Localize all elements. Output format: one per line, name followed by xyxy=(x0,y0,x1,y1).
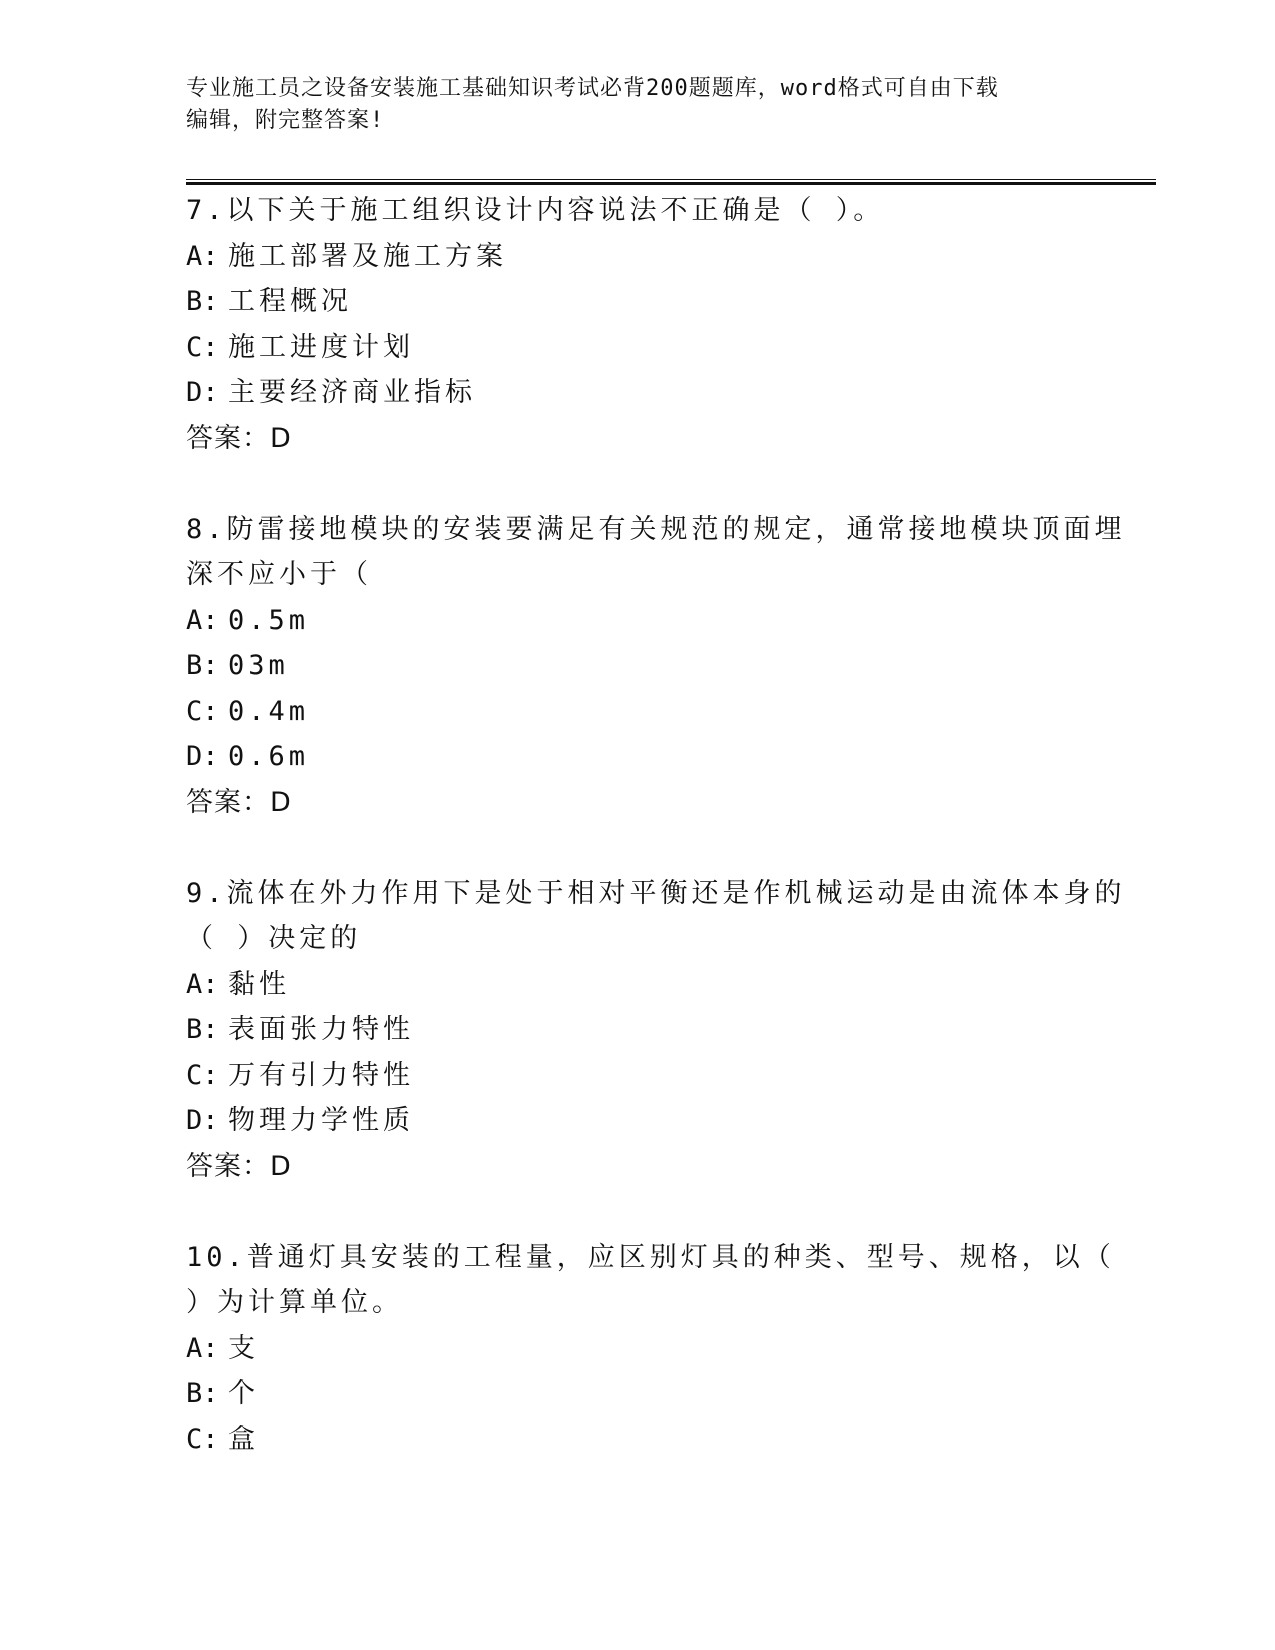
option-d xyxy=(186,1098,1086,1144)
option-key: D: xyxy=(186,377,219,408)
option-b xyxy=(186,643,1086,689)
option-b xyxy=(186,279,1086,325)
option-a xyxy=(186,234,1086,280)
option-key: C: xyxy=(186,331,219,363)
option-a xyxy=(186,962,1086,1008)
spacer xyxy=(186,1189,1086,1235)
option-text: 万有引力特性 xyxy=(228,1059,414,1091)
option-b xyxy=(186,1371,1086,1417)
option-text: 0.5m xyxy=(228,604,310,636)
header-divider-thick xyxy=(186,182,1156,185)
option-text: 支 xyxy=(228,1332,259,1364)
option-b xyxy=(186,1007,1086,1053)
option-key: A: xyxy=(186,240,219,272)
answer-line: 答案：D xyxy=(186,1150,292,1182)
option-text: 黏性 xyxy=(228,968,290,1000)
option-text: 0.4m xyxy=(228,695,310,727)
option-key: A: xyxy=(186,604,219,636)
option-text: 物理力学性质 xyxy=(228,1105,414,1136)
option-text: 0.6m xyxy=(228,741,310,772)
option-key: C: xyxy=(186,1423,219,1455)
option-text: 工程概况 xyxy=(228,286,352,317)
option-d xyxy=(186,370,1086,416)
question-stem-continued: （ ）决定的 xyxy=(186,923,362,954)
header-title-line-1: 专业施工员之设备安装施工基础知识考试必背200题题库，word格式可自由下载 xyxy=(186,76,999,101)
option-text: 03m xyxy=(228,650,289,681)
option-c xyxy=(186,1053,1086,1099)
document-header xyxy=(186,73,1086,137)
option-text: 个 xyxy=(228,1378,259,1409)
option-key: B: xyxy=(186,1014,219,1045)
question-item xyxy=(186,188,1086,461)
option-key: C: xyxy=(186,1059,219,1091)
answer-line: 答案：D xyxy=(186,422,292,454)
option-key: D: xyxy=(186,741,219,772)
option-c xyxy=(186,325,1086,371)
spacer xyxy=(186,461,1086,507)
question-stem: 10.普通灯具安装的工程量，应区别灯具的种类、型号、规格，以（ xyxy=(186,1241,1115,1273)
option-c xyxy=(186,1417,1086,1463)
option-key: D: xyxy=(186,1105,219,1136)
answer-line: 答案：D xyxy=(186,786,292,818)
option-text: 施工进度计划 xyxy=(228,331,414,363)
option-key: B: xyxy=(186,286,219,317)
option-d xyxy=(186,734,1086,780)
option-text: 盒 xyxy=(228,1423,259,1455)
question-stem: 9.流体在外力作用下是处于相对平衡还是作机械运动是由流体本身的 xyxy=(186,877,1126,909)
option-key: C: xyxy=(186,695,219,727)
question-stem-continued: 深不应小于（ xyxy=(186,559,372,590)
question-stem: 7.以下关于施工组织设计内容说法不正确是（ ）。 xyxy=(186,195,885,226)
spacer xyxy=(186,825,1086,871)
option-a xyxy=(186,1326,1086,1372)
option-c xyxy=(186,689,1086,735)
header-divider-thin xyxy=(186,179,1156,180)
option-text: 表面张力特性 xyxy=(228,1014,414,1045)
question-stem-continued: ）为计算单位。 xyxy=(186,1287,403,1318)
option-text: 施工部署及施工方案 xyxy=(228,240,507,272)
option-text: 主要经济商业指标 xyxy=(228,377,476,408)
question-item xyxy=(186,1235,1115,1463)
question-item xyxy=(186,871,1126,1190)
option-key: A: xyxy=(186,968,219,1000)
header-title-line-2: 编辑，附完整答案! xyxy=(186,108,385,133)
option-key: A: xyxy=(186,1332,219,1364)
question-item xyxy=(186,507,1126,826)
question-stem: 8.防雷接地模块的安装要满足有关规范的规定，通常接地模块顶面埋 xyxy=(186,513,1126,545)
option-key: B: xyxy=(186,1378,219,1409)
question-list xyxy=(186,188,1126,1462)
option-a xyxy=(186,598,1086,644)
option-key: B: xyxy=(186,650,219,681)
